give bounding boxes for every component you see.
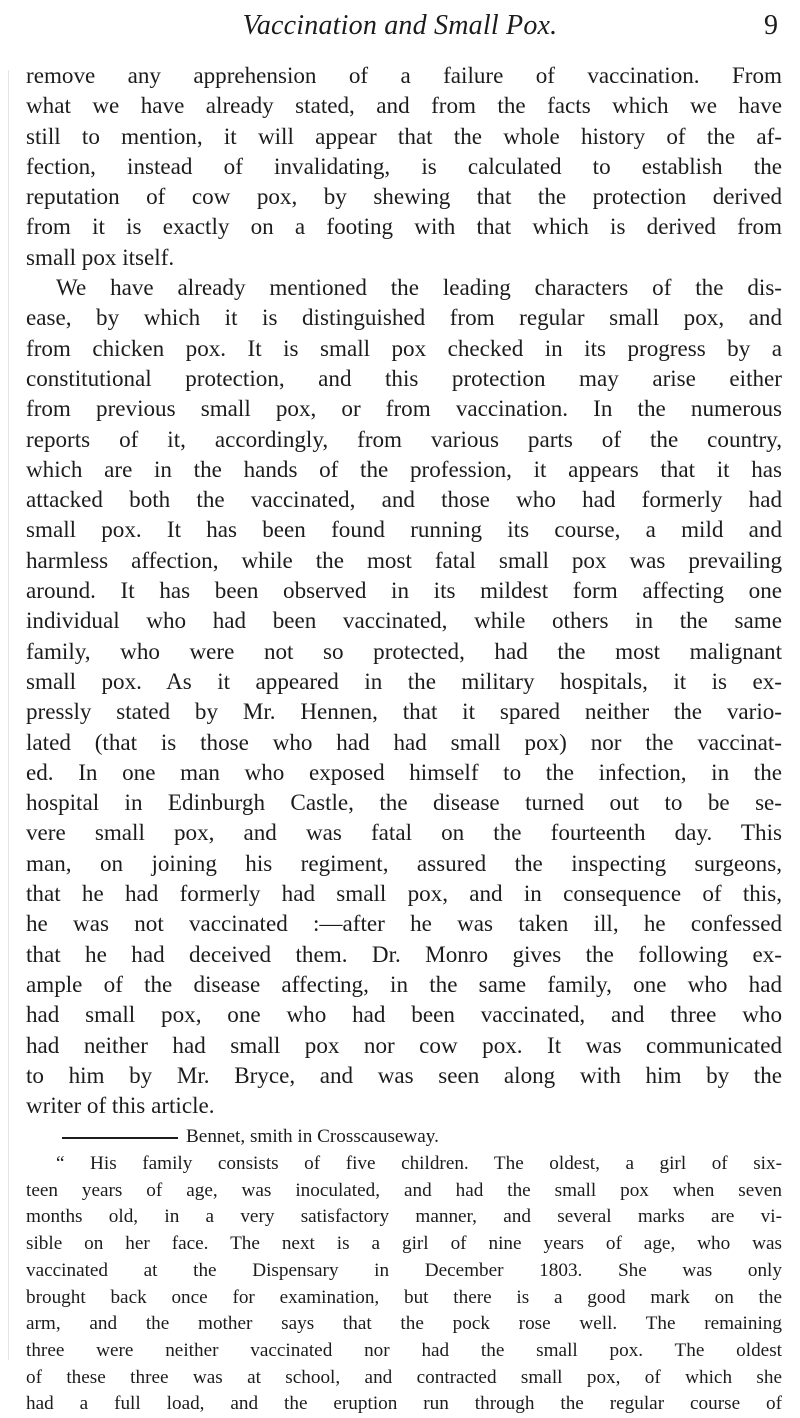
text-line: fection, instead of invalidating, is calculated to establish the (26, 152, 782, 179)
text-line: individual who had been vaccinated, while others in the same (26, 607, 782, 634)
page-number: 9 (764, 10, 778, 41)
text-line: small pox. It has been found running its course, a mild and (26, 516, 782, 543)
note-line: had a full load, and the eruption run through the regular course of (26, 1393, 782, 1415)
text-line: around. It has been observed in its mildest form affecting one (26, 577, 782, 604)
note-line: months old, in a very satisfactory manner, and several marks are vi- (26, 1206, 782, 1228)
text-line: reports of it, accordingly, from various parts of the country, (26, 425, 782, 452)
text-line: family, who were not so protected, had the most malignant (26, 637, 782, 664)
text-line: reputation of cow pox, by shewing that the protection derived (26, 183, 782, 210)
dash-rule (62, 1137, 178, 1139)
text-line: vere small pox, and was fatal on the fourteenth day. This (26, 819, 782, 846)
text-line: hospital in Edinburgh Castle, the disease turned out to be se- (26, 789, 782, 816)
text-line: We have already mentioned the leading characters of the dis- (56, 274, 782, 301)
page-header (0, 6, 800, 52)
note-line: “ His family consists of five children. The oldest, a girl of six- (56, 1153, 782, 1175)
text-line: he was not vaccinated :—after he was taken ill, he confessed (26, 910, 782, 937)
text-line: small pox itself. (26, 243, 175, 270)
text-line: harmless affection, while the most fatal small pox was prevailing (26, 546, 782, 573)
note-line: three were neither vaccinated nor had the small pox. The oldest (26, 1339, 782, 1361)
running-title: Vaccination and Small Pox. (242, 10, 558, 41)
text-line: which are in the hands of the profession, it appears that it has (26, 455, 782, 482)
text-line: ed. In one man who exposed himself to the infection, in the (26, 758, 782, 785)
text-line: lated (that is those who had had small pox) nor the vaccinat- (26, 728, 782, 755)
text-line: from chicken pox. It is small pox checked in its progress by a (26, 334, 782, 361)
text-line: remove any apprehension of a failure of vaccination. From (26, 62, 782, 88)
note-line: brought back once for examination, but there is a good mark on the (26, 1286, 782, 1308)
text-line: from it is exactly on a footing with that which is derived from (26, 213, 782, 240)
text-line: had small pox, one who had been vaccinated, and three who (26, 1001, 782, 1028)
text-line: still to mention, it will appear that the whole history of the af- (26, 122, 782, 149)
text-line: had neither had small pox nor cow pox. It was communicated (26, 1031, 782, 1058)
text-line: attacked both the vaccinated, and those who had formerly had (26, 486, 782, 513)
main-text (26, 60, 782, 1120)
text-line: ease, by which it is distinguished from regular small pox, and (26, 304, 782, 331)
text-line: writer of this article. (26, 1092, 215, 1119)
gutter-shadow (8, 70, 19, 1360)
text-line: that he had formerly had small pox, and in consequence of this, (26, 880, 782, 907)
text-line: ample of the disease affecting, in the same family, one who had (26, 970, 782, 997)
note-line: sible on her face. The next is a girl of nine years of age, who was (26, 1233, 782, 1255)
note-line: arm, and the mother says that the pock rose well. The remaining (26, 1313, 782, 1335)
case-heading-text: Bennet, smith in Crosscauseway. (186, 1126, 439, 1148)
note-line: of these three was at school, and contracted small pox, of which she (26, 1366, 782, 1388)
text-line: constitutional protection, and this protection may arise either (26, 364, 782, 391)
text-line: small pox. As it appeared in the military hospitals, it is ex- (26, 667, 782, 694)
note-line: vaccinated at the Dispensary in December 1803. She was only (26, 1259, 782, 1281)
text-line: from previous small pox, or from vaccination. In the numerous (26, 395, 782, 422)
text-line: that he had deceived them. Dr. Monro gives the following ex- (26, 940, 782, 967)
text-line: to him by Mr. Bryce, and was seen along with him by the (26, 1061, 782, 1088)
text-line: pressly stated by Mr. Hennen, that it spared neither the vario- (26, 698, 782, 725)
note-line: teen years of age, was inoculated, and had the small pox when seven (26, 1179, 782, 1201)
text-line: what we have already stated, and from the facts which we have (26, 92, 782, 119)
case-heading (26, 1124, 782, 1151)
case-note (26, 1124, 782, 1418)
page-body (26, 60, 782, 1418)
text-line: man, on joining his regiment, assured the inspecting surgeons, (26, 849, 782, 876)
